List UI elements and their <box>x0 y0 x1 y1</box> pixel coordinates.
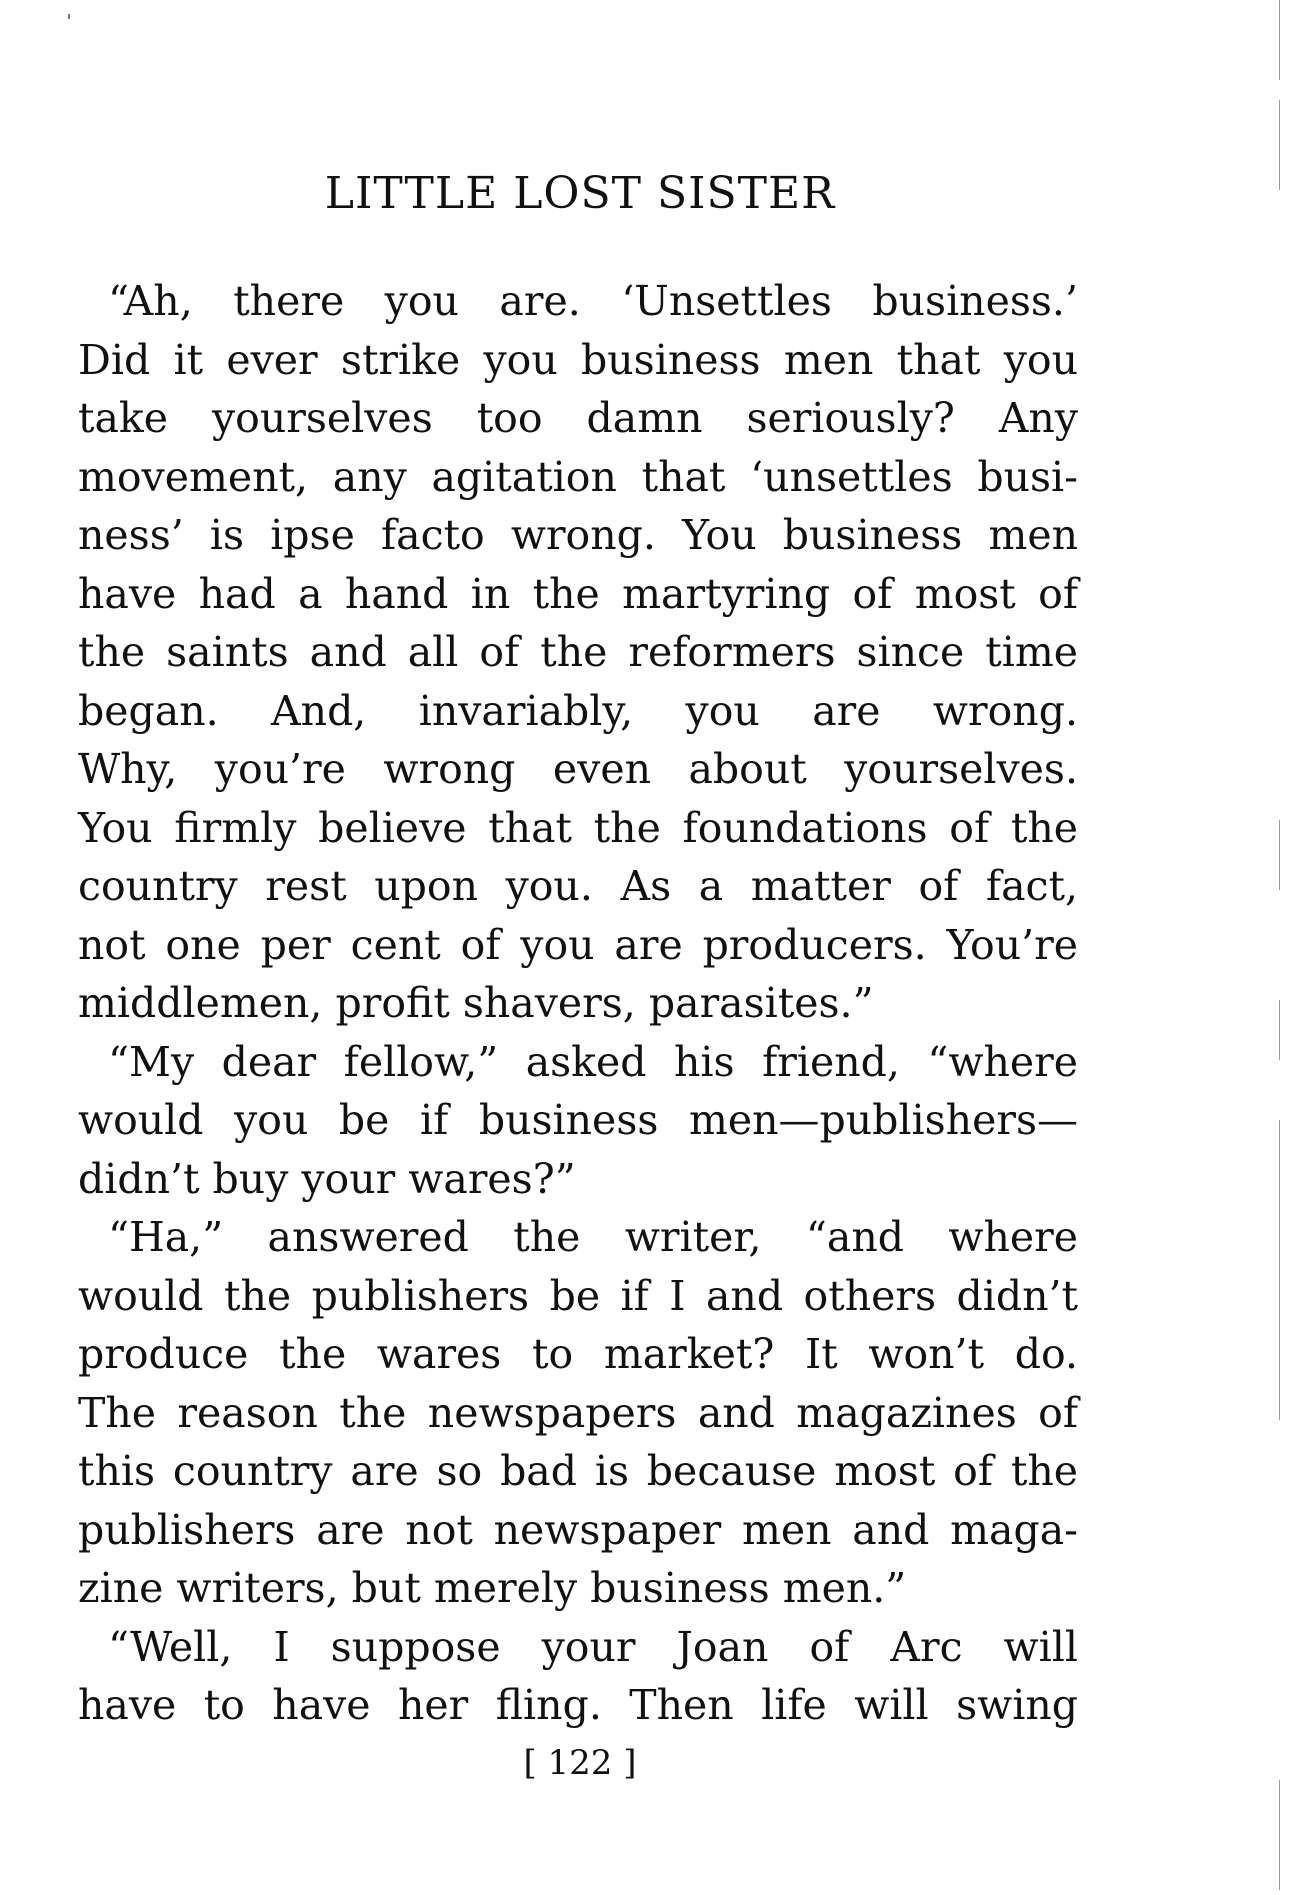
page-number: [ 122 ] <box>523 1743 637 1783</box>
scan-edge-mark <box>1279 100 1280 190</box>
text-line: have to have her fling. Then life will swing <box>78 1681 1078 1729</box>
text-line: the saints and all of the reformers since time <box>78 628 1078 676</box>
body-text <box>78 272 1078 1735</box>
text-line: “Ha,” answered the writer, “and where <box>108 1213 1078 1261</box>
text-line: You firmly believe that the foundations of the <box>78 803 1078 852</box>
text-line: take yourselves too damn seriously? Any <box>78 394 1078 442</box>
text-line: didn’t buy your wares?” <box>78 1154 576 1203</box>
scan-edge-mark <box>1279 0 1280 80</box>
scan-edge-mark <box>1279 820 1280 890</box>
text-line: movement, any agitation that ‘unsettles busi- <box>78 452 1078 501</box>
text-line: publishers are not newspaper men and maga- <box>78 1505 1078 1554</box>
text-line: Did it ever strike you business men that you <box>78 335 1078 384</box>
text-line: this country are so bad is because most of the <box>78 1447 1078 1495</box>
text-line: “My dear fellow,” asked his friend, “where <box>108 1037 1078 1086</box>
text-line: produce the wares to market? It won’t do. <box>78 1330 1078 1378</box>
text-line: The reason the newspapers and magazines of <box>78 1388 1078 1437</box>
text-line: began. And, invariably, you are wrong. <box>78 686 1078 735</box>
text-line: country rest upon you. As a matter of fact, <box>78 862 1078 910</box>
text-line: “Well, I suppose your Joan of Arc will <box>108 1622 1078 1671</box>
text-line: ness’ is ipse facto wrong. You business men <box>78 511 1078 559</box>
scan-edge-mark <box>1279 1120 1280 1420</box>
text-line: would the publishers be if I and others didn’t <box>78 1271 1078 1320</box>
running-head-title: LITTLE LOST SISTER <box>324 168 836 219</box>
text-line: middlemen, profit shavers, parasites.” <box>78 979 874 1027</box>
text-line: “Ah, there you are. ‘Unsettles business.’ <box>108 277 1078 325</box>
text-line: zine writers, but merely business men.” <box>78 1564 907 1612</box>
text-line: have had a hand in the martyring of most of <box>78 569 1078 618</box>
scan-speck <box>68 14 70 19</box>
text-line: would you be if business men—publishers— <box>78 1096 1078 1144</box>
scan-edge-mark <box>1279 1000 1280 1060</box>
scan-edge-mark <box>1279 1780 1280 1890</box>
text-line: Why, you’re wrong even about yourselves. <box>78 745 1078 793</box>
text-line: not one per cent of you are producers. You’re <box>78 920 1078 969</box>
